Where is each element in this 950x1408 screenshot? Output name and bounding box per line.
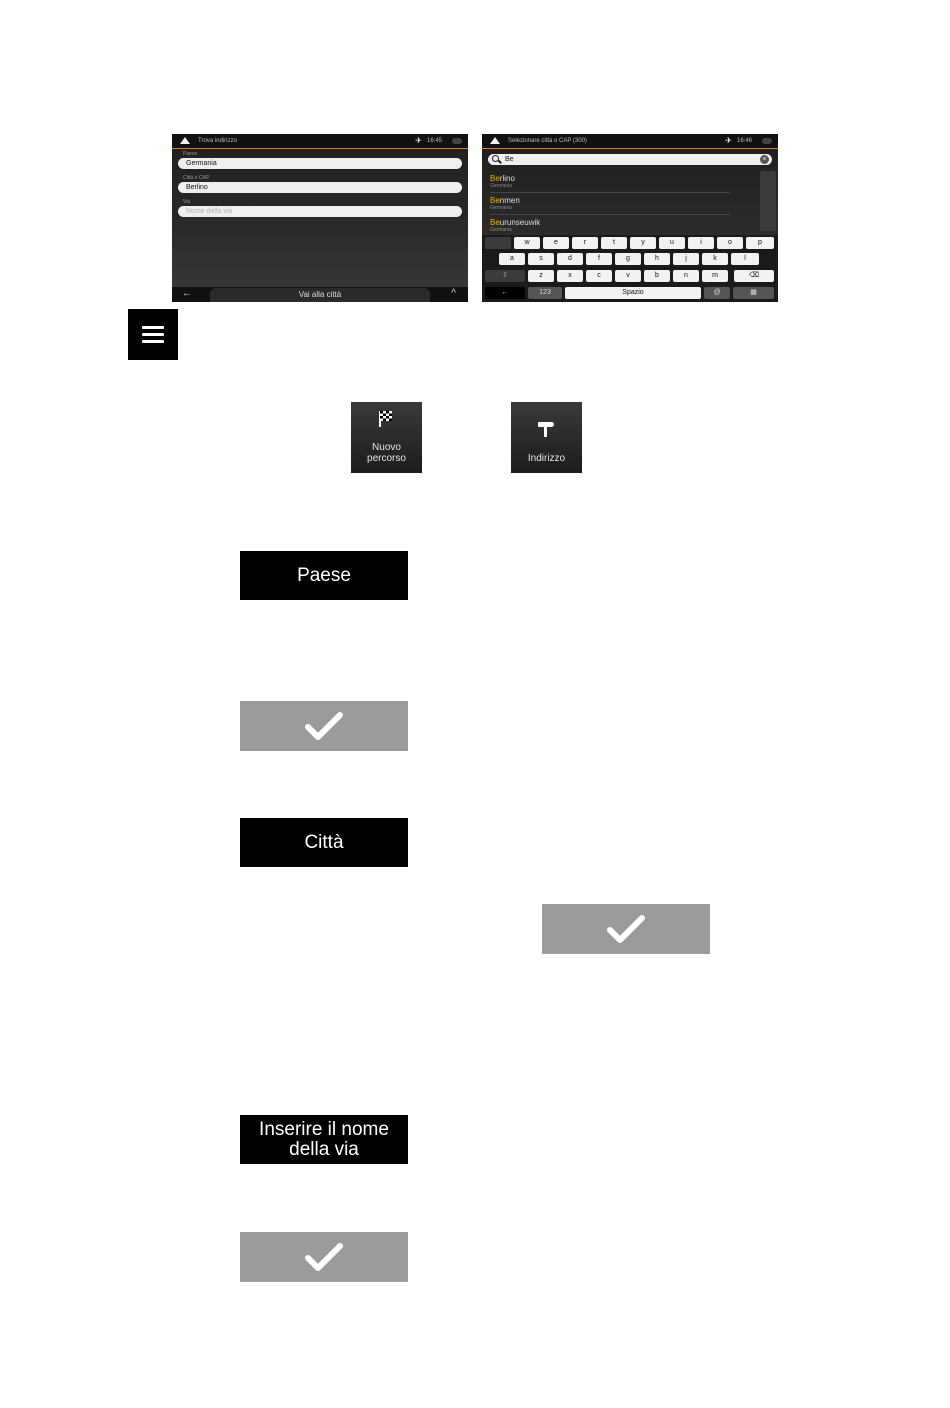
tile-label: Indirizzo <box>527 453 566 464</box>
key-m[interactable]: m <box>702 270 728 282</box>
top-bar <box>172 134 468 149</box>
signal-icon <box>762 138 772 144</box>
on-screen-keyboard <box>482 235 778 302</box>
checkmark-icon <box>606 913 646 945</box>
clock: 16:45 <box>426 138 442 144</box>
result-country: Germania <box>490 183 512 189</box>
result-country: Germania <box>490 205 512 211</box>
key-u[interactable]: u <box>659 237 685 249</box>
key-s[interactable]: s <box>528 253 554 265</box>
key-f[interactable]: f <box>586 253 612 265</box>
match-text: Be <box>490 174 500 183</box>
divider <box>490 192 730 193</box>
key-c[interactable]: c <box>586 270 612 282</box>
key-k[interactable]: k <box>702 253 728 265</box>
space-key[interactable]: Spazio <box>565 287 701 299</box>
key-blank[interactable] <box>485 237 511 249</box>
key-h[interactable]: h <box>644 253 670 265</box>
key-t[interactable]: t <box>601 237 627 249</box>
key-a[interactable]: a <box>499 253 525 265</box>
key-b[interactable]: b <box>644 270 670 282</box>
match-text: Be <box>490 196 500 205</box>
list-item[interactable] <box>490 218 730 233</box>
key-v[interactable]: v <box>615 270 641 282</box>
checkmark-icon <box>304 1241 344 1273</box>
hamburger-icon <box>142 333 164 336</box>
checkmark-icon <box>304 710 344 742</box>
result-name: urunseuwik <box>499 218 541 227</box>
find-address-screenshot <box>172 134 468 302</box>
navigation-arrow-icon <box>490 137 500 144</box>
screen-title: Trova indirizzo <box>198 138 237 144</box>
result-name: rlino <box>499 174 515 183</box>
signal-icon <box>452 138 462 144</box>
satellite-icon: ✈ <box>725 136 732 145</box>
at-key[interactable]: @ <box>704 287 730 299</box>
street-name-button[interactable]: Inserire il nome della via <box>240 1115 408 1164</box>
key-y[interactable]: y <box>630 237 656 249</box>
key-z[interactable]: z <box>528 270 554 282</box>
shift-key[interactable]: ⇧ <box>485 270 525 282</box>
country-field[interactable]: Germania <box>178 158 462 169</box>
satellite-icon: ✈ <box>415 136 422 145</box>
key-w[interactable]: w <box>514 237 540 249</box>
navigation-arrow-icon <box>180 137 190 144</box>
confirm-button[interactable] <box>240 701 408 751</box>
key-p[interactable]: p <box>746 237 774 249</box>
new-route-tile[interactable] <box>351 402 422 473</box>
key-l[interactable]: l <box>731 253 759 265</box>
city-label: Città o CAP <box>183 175 210 181</box>
checkered-flag-icon <box>380 411 392 421</box>
city-search-input[interactable] <box>488 154 772 165</box>
search-icon <box>492 155 499 162</box>
keyboard-icon[interactable]: ▦ <box>733 287 774 299</box>
country-button[interactable]: Paese <box>240 551 408 600</box>
back-arrow-icon[interactable]: ← <box>182 288 192 299</box>
country-label: Paese <box>183 151 198 157</box>
numbers-key[interactable]: 123 <box>528 287 562 299</box>
top-bar <box>482 134 778 149</box>
bottom-bar <box>172 287 468 302</box>
chevron-up-icon[interactable]: ^ <box>451 288 456 299</box>
menu-button[interactable] <box>128 309 178 360</box>
clear-icon[interactable]: × <box>760 155 769 164</box>
search-value: Be <box>505 156 514 163</box>
street-label: Via <box>183 199 191 205</box>
key-n[interactable]: n <box>673 270 699 282</box>
city-button[interactable]: Città <box>240 818 408 867</box>
clock: 16:46 <box>736 138 752 144</box>
key-i[interactable]: i <box>688 237 714 249</box>
signpost-icon <box>544 426 547 437</box>
key-j[interactable]: j <box>673 253 699 265</box>
list-item[interactable] <box>490 174 730 193</box>
hamburger-icon <box>142 340 164 343</box>
scrollbar[interactable] <box>760 171 776 231</box>
confirm-button[interactable] <box>542 904 710 954</box>
key-d[interactable]: d <box>557 253 583 265</box>
list-item[interactable] <box>490 196 730 215</box>
key-o[interactable]: o <box>717 237 743 249</box>
key-x[interactable]: x <box>557 270 583 282</box>
tile-label: Nuovo percorso <box>367 442 406 464</box>
key-e[interactable]: e <box>543 237 569 249</box>
select-city-screenshot <box>482 134 778 302</box>
divider <box>490 214 730 215</box>
result-name: nmen <box>499 196 520 205</box>
result-country: Germania <box>490 227 512 233</box>
address-tile[interactable] <box>511 402 582 473</box>
confirm-button[interactable] <box>240 1232 408 1282</box>
street-field[interactable]: Nome della via <box>178 206 462 217</box>
screen-title: Selezionare città o CAP (300) <box>508 138 587 144</box>
back-arrow-icon[interactable]: ← <box>485 287 525 299</box>
go-to-city-button[interactable]: Vai alla città <box>210 288 430 302</box>
hamburger-icon <box>142 326 164 329</box>
key-g[interactable]: g <box>615 253 641 265</box>
backspace-key[interactable]: ⌫ <box>734 270 774 282</box>
city-field[interactable]: Berlino <box>178 182 462 193</box>
key-r[interactable]: r <box>572 237 598 249</box>
match-text: Be <box>490 218 500 227</box>
